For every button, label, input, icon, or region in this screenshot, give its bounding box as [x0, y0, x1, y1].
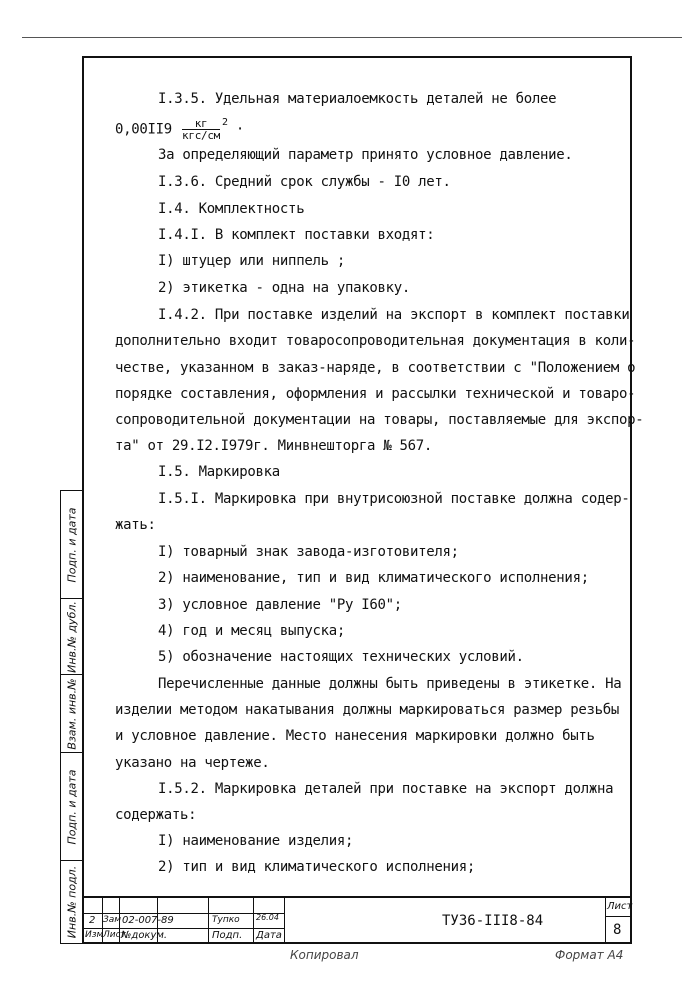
text-line: изделии методом накатывания должны маркироваться размер резьбы	[115, 702, 619, 718]
sheet-label: Лист	[607, 901, 633, 912]
tb-col-line	[208, 898, 209, 944]
text-line: та" от 29.I2.I979г. Минвнешторга № 567.	[115, 438, 433, 454]
text-line: порядке составления, оформления и рассылки технической и товаро-	[115, 386, 636, 402]
footer-copied: Копировал	[290, 948, 359, 962]
strip-label: Инв.№ подл.	[65, 865, 79, 939]
text-line: I) штуцер или ниппель ;	[158, 253, 345, 269]
strip-cell	[61, 599, 83, 675]
text-line: I.5.I. Маркировка при внутрисоюзной поставке должна содер-	[158, 491, 630, 507]
fraction-denominator: кгс/см	[182, 129, 220, 142]
text-line: сопроводительной документации на товары, поставляемые для экспор-	[115, 412, 644, 428]
text-line: I.5. Маркировка	[158, 464, 280, 480]
tb-col-line	[253, 898, 254, 944]
text-line: 3) условное давление "Ру I60";	[158, 597, 402, 613]
formula-value: 0,00II9	[115, 121, 172, 138]
text-line: I.4.2. При поставке изделий на экспорт в комплект поставки	[158, 307, 630, 323]
revision-date: 26.04	[256, 913, 279, 922]
text-line: 5) обозначение настоящих технических условий.	[158, 649, 524, 665]
text-line: 2) наименование, тип и вид климатического исполнения;	[158, 570, 589, 586]
text-line: 4) год и месяц выпуска;	[158, 623, 345, 639]
text-line: I) товарный знак завода-изготовителя;	[158, 544, 459, 560]
header-izm: Изм	[85, 930, 104, 940]
revision-signature: Тупко	[212, 915, 240, 925]
formula-exponent: 2	[221, 117, 228, 128]
text-line: I) наименование изделия;	[158, 833, 354, 849]
revision-number: 2	[89, 915, 96, 926]
header-date: Дата	[256, 930, 282, 941]
text-line: честве, указанном в заказ-наряде, в соответствии с "Положением о	[115, 360, 636, 376]
formula-fraction	[182, 118, 220, 141]
strip-cell	[61, 491, 83, 599]
tb-col-line	[284, 898, 285, 944]
text-line: I.4. Комплектность	[158, 201, 305, 217]
document-designation: ТУ36-III8-84	[442, 913, 544, 929]
text-line: I.3.6. Средний срок службы - I0 лет.	[158, 174, 451, 190]
text-line: 2) тип и вид климатического исполнения;	[158, 859, 476, 875]
formula-end: ·	[235, 121, 244, 138]
strip-label: Взам. инв.№	[65, 677, 79, 750]
left-stamp-strip	[60, 490, 82, 944]
strip-label: Подп. и дата	[65, 769, 79, 844]
strip-label: Подп. и дата	[65, 507, 79, 582]
sheet-number: 8	[613, 922, 622, 938]
text-line: I.3.5. Удельная материалоемкость деталей не более	[158, 91, 557, 107]
revision-sheet: Зам	[103, 915, 122, 925]
sheet-divider	[606, 916, 632, 917]
text-line: За определяющий параметр принято условное давление.	[158, 147, 573, 163]
text-line: 2) этикетка - одна на упаковку.	[158, 280, 410, 296]
text-line: указано на чертеже.	[115, 755, 270, 771]
text-line: дополнительно входит товаросопроводительная документация в коли-	[115, 333, 636, 349]
text-line: жать:	[115, 517, 156, 533]
header-doc: №докум.	[121, 930, 168, 941]
text-line: содержать:	[115, 807, 197, 823]
text-line: и условное давление. Место нанесения маркировки должно быть	[115, 728, 595, 744]
strip-label: Инв.№ дубл.	[65, 600, 79, 673]
top-rule	[22, 37, 682, 38]
strip-cell	[61, 753, 83, 861]
revision-document: 02-007-89	[122, 915, 174, 926]
header-list: Лист	[103, 930, 126, 940]
fraction-numerator: кг	[182, 118, 220, 130]
text-line: I.4.I. В комплект поставки входят:	[158, 227, 435, 243]
strip-cell	[61, 861, 83, 943]
text-line: I.5.2. Маркировка деталей при поставке на экспорт должна	[158, 781, 614, 797]
footer-format: Формат А4	[555, 948, 624, 962]
text-line: Перечисленные данные должны быть приведены в этикетке. На	[158, 676, 622, 692]
title-block	[82, 896, 632, 946]
strip-cell	[61, 675, 83, 753]
sheet-box	[605, 898, 632, 944]
text-line-formula	[115, 118, 244, 141]
header-sign: Подп.	[212, 930, 243, 941]
